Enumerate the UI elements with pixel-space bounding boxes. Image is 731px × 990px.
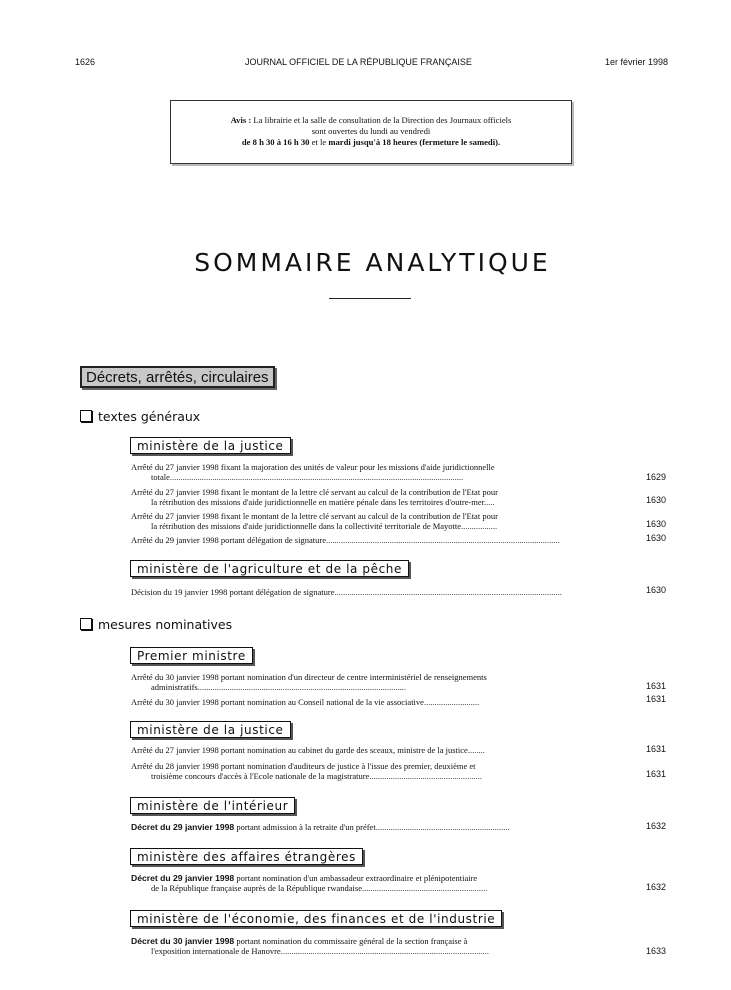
entry-7: Arrêté du 30 janvier 1998 portant nomination au Conseil national de la vie associative.......................... bbox=[131, 697, 480, 707]
page-ref: 1630 bbox=[645, 533, 666, 543]
page-ref: 1630 bbox=[645, 585, 666, 595]
entry-10: Décret du 29 janvier 1998 portant admission à la retraite d'un préfet............................................................... bbox=[131, 822, 510, 832]
notice-and: et le bbox=[311, 137, 327, 147]
entry-5: Décision du 19 janvier 1998 portant délégation de signature........................................................................................................... bbox=[131, 587, 562, 597]
ministry-justice: ministère de la justice bbox=[130, 437, 291, 454]
entry-11: Décret du 29 janvier 1998 portant nomination d'un ambassadeur extraordinaire et plénipotentiaire de la République française auprès de la République rwandaise........................................................... bbox=[131, 873, 488, 893]
page-ref: 1633 bbox=[645, 946, 666, 956]
page-number: 1626 bbox=[75, 57, 96, 67]
entry-3: Arrêté du 27 janvier 1998 fixant le montant de la lettre clé servant au calcul de la contribution de l'Etat pour la rétribution des missions d'aide juridictionnelle dans la collectivité territoriale de Mayotte................. bbox=[131, 511, 498, 531]
notice-box bbox=[170, 100, 572, 164]
journal-title: JOURNAL OFFICIEL DE LA RÉPUBLIQUE FRANÇAISE bbox=[245, 57, 472, 67]
checkbox-icon bbox=[80, 618, 92, 630]
page-ref: 1631 bbox=[645, 681, 666, 691]
category-mesures-nominatives bbox=[80, 617, 232, 632]
section-banner: Décrets, arrêtés, circulaires bbox=[80, 366, 275, 388]
entry-9: Arrêté du 28 janvier 1998 portant nomination d'auditeurs de justice à l'issue des premier, deuxième et troisième concours d'accès à l'Ecole nationale de la magistrature..................................................... bbox=[131, 761, 482, 781]
entry-2: Arrêté du 27 janvier 1998 fixant le montant de la lettre clé servant au calcul de la contribution de l'Etat pour la rétribution des missions d'aide juridictionnelle en matière pénale dans les territoires d'outre-mer..... bbox=[131, 487, 498, 507]
notice-line1: La librairie et la salle de consultation de la Direction des Journaux officiels bbox=[253, 115, 512, 125]
notice-label: Avis : bbox=[230, 115, 252, 125]
entry-1: Arrêté du 27 janvier 1998 fixant la majoration des unités de valeur pour les missions d'aide juridictionnelle totale.......................................................................................................................................... bbox=[131, 462, 495, 482]
page-ref: 1632 bbox=[645, 882, 666, 892]
category-textes-generaux bbox=[80, 409, 200, 424]
page-ref: 1629 bbox=[645, 472, 666, 482]
entry-4: Arrêté du 29 janvier 1998 portant délégation de signature.............................................................................................................. bbox=[131, 535, 560, 545]
ministry-affaires-etrangeres: ministère des affaires étrangères bbox=[130, 848, 363, 865]
category-label: textes généraux bbox=[98, 409, 201, 424]
ministry-economie: ministère de l'économie, des finances et de l'industrie bbox=[130, 910, 502, 927]
page-ref: 1632 bbox=[645, 821, 666, 831]
issue-date: 1er février 1998 bbox=[605, 57, 669, 67]
page-ref: 1631 bbox=[645, 744, 666, 754]
page-ref: 1630 bbox=[645, 495, 666, 505]
ministry-interieur: ministère de l'intérieur bbox=[130, 797, 295, 814]
page-ref: 1631 bbox=[645, 694, 666, 704]
page-ref: 1631 bbox=[645, 769, 666, 779]
ministry-justice-2: ministère de la justice bbox=[130, 721, 291, 738]
title-ornament bbox=[329, 298, 411, 299]
entry-12: Décret du 30 janvier 1998 portant nomination du commissaire général de la section française à l'exposition internationale de Hanovre.................................................................................................. bbox=[131, 936, 489, 956]
checkbox-icon bbox=[80, 410, 92, 422]
page-title: SOMMAIRE ANALYTIQUE bbox=[194, 248, 551, 277]
notice-tuesday: mardi jusqu'à 18 heures (fermeture le samedi). bbox=[328, 137, 501, 147]
ministry-premier-ministre: Premier ministre bbox=[130, 647, 253, 664]
page-ref: 1630 bbox=[645, 519, 666, 529]
entry-8: Arrêté du 27 janvier 1998 portant nomination au cabinet du garde des sceaux, ministre de la justice........ bbox=[131, 745, 485, 755]
entry-6: Arrêté du 30 janvier 1998 portant nomination d'un directeur de centre interministériel de renseignements administratifs.................................................................................................. bbox=[131, 672, 487, 692]
category-label: mesures nominatives bbox=[98, 617, 233, 632]
notice-hours: de 8 h 30 à 16 h 30 bbox=[241, 137, 310, 147]
ministry-agriculture: ministère de l'agriculture et de la pêche bbox=[130, 560, 409, 577]
notice-line2: sont ouvertes du lundi au vendredi bbox=[311, 126, 431, 136]
